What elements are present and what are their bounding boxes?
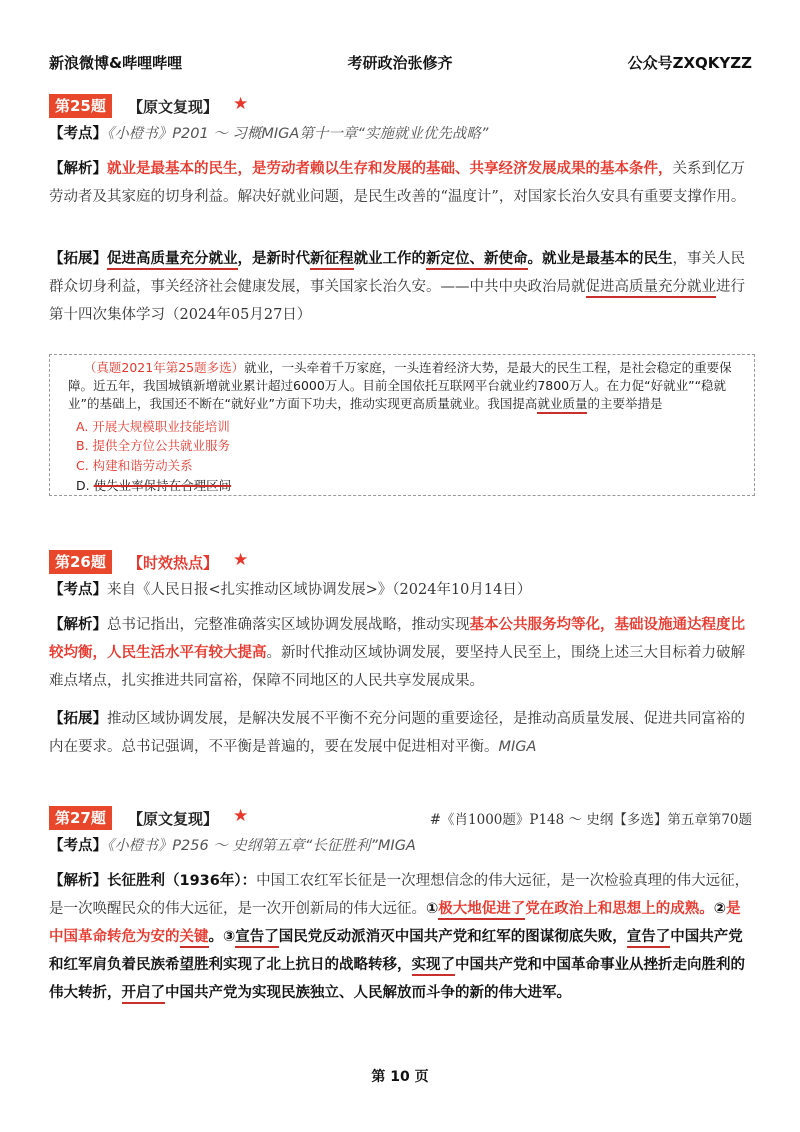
- tuozhan-text: ，事关人民群众切身利益，事关经济社会健康发展，事关国家长治久安。——中共中央政治局就: [49, 251, 745, 295]
- tuozhan-bold: 。就业是最基本的民生: [527, 251, 673, 267]
- jiexi-text: 。新时代推动区域协调发展，要坚持人民至上，围绕上述三大目标着力破解难点堵点，扎实推进共同富裕，保障不同地区的人民共享发展成果。: [49, 645, 745, 689]
- option-c: C. 构建和谐劳动关系: [76, 458, 193, 473]
- star-icon: ★: [233, 550, 249, 570]
- kaodian-text: 《小橙书》P201 ～ 习概MIGA第十一章“实施就业优先战略”: [107, 126, 489, 142]
- jiexi-underline: 宣告了: [627, 929, 671, 948]
- option-d-prefix: D.: [76, 478, 90, 493]
- jiexi-circled-1: ①: [426, 901, 439, 917]
- option-b: B. 提供全方位公共就业服务: [76, 438, 231, 453]
- jiexi-highlight: 基本公共服务均等化，基础设施通达程度比较均衡，人民生活水平有较大提高: [49, 617, 745, 661]
- kaodian-27: [49, 832, 755, 860]
- question-type-25: 【原文复现】: [128, 98, 219, 116]
- jiexi-text: 中国工农红军长征是一次理想信念的伟大远征，是一次检验真理的伟大远征，是一次唤醒民众的伟大远征，是一次开创新局的伟大远征。: [49, 873, 750, 917]
- tuozhan-26: [49, 705, 755, 761]
- question-type-27: 【原文复现】: [128, 810, 219, 828]
- jiexi-highlight-underline: 促进了: [482, 901, 526, 920]
- star-icon: ★: [233, 806, 249, 826]
- jiexi-underline: 开启了: [122, 985, 166, 1004]
- tuozhan-label: 【拓展】: [49, 711, 107, 727]
- jiexi-bold: 国民党反动派消灭中国共产党和红军的图谋彻底失败，: [278, 929, 627, 945]
- jiexi-bold: 长征胜利（1936年）: [107, 873, 242, 889]
- jiexi-highlight: 就业是最基本的民生，是劳动者赖以生存和发展的基础、共享经济发展成果的基本条件，: [107, 161, 673, 177]
- question-badge-25: 第25题: [49, 94, 112, 118]
- jiexi-label: 【解析】: [49, 873, 107, 889]
- kaodian-26: [49, 576, 755, 604]
- exam-underline: 就业质量: [537, 396, 587, 414]
- tuozhan-italic: MIGA: [498, 739, 537, 755]
- jiexi-underline: 实现了: [412, 957, 456, 976]
- jiexi-highlight: 是中国革命转危为安的: [49, 901, 741, 945]
- jiexi-text: 关系到亿万劳动者及其家庭的切身利益。解决好就业问题，是民生改善的“温度计”，对国家长治久安具有重要支撑作用。: [49, 161, 746, 205]
- reference-note: #《肖1000题》P148 ～ 史纲【多选】第五章第70题: [429, 812, 752, 828]
- page-number: 第 10 页: [371, 1069, 429, 1085]
- jiexi-bold: 中国共产党和红军肩负着民族希望胜利实现了北上抗日的战略转移，: [49, 929, 743, 973]
- exam-source: （真题2021年第25题多选）: [83, 360, 245, 375]
- tuozhan-underline: 新定位、新使命: [426, 251, 528, 270]
- kaodian-text: 《小橙书》P256 ～ 史纲第五章“长征胜利”MIGA: [107, 838, 416, 854]
- kaodian-text: 来自《人民日报<扎实推动区域协调发展>》（2024年10月14日）: [107, 582, 532, 598]
- jiexi-bold: 中国共产党和中国革命事业从挫折走向胜利的伟大转折，: [49, 957, 745, 1001]
- jiexi-underline: 宣告了: [235, 929, 279, 948]
- question-badge-26: 第26题: [49, 550, 112, 574]
- tuozhan-underline: 新征程: [310, 251, 354, 270]
- header-center: 考研政治张修齐: [347, 54, 453, 72]
- kaodian-25: [49, 120, 755, 148]
- exam-text: 就业，一头牵着千万家庭，一头连着经济大势，是最大的民生工程，是社会稳定的重要保障。近五年，我国城镇新增就业累计超过6000万人。目前全国依托互联网平台就业约7800万人。在力促“好就业”“稳就业”的基础上，我国还不断在“就好业”方面下功夫，推动实现更高质量就业。我国提高: [68, 360, 732, 411]
- jiexi-text: 总书记指出，完整准确落实区域协调发展战略，推动实现: [107, 617, 470, 633]
- jiexi-bold: 中国共产党为实现民族独立、人民解放而斗争的新的伟大进军。: [165, 985, 571, 1001]
- tuozhan-underline: 促进高质量充分就业: [586, 279, 717, 298]
- kaodian-label: 【考点】: [49, 838, 107, 854]
- tuozhan-text: 进行第十四次集体学习（2024年05月27日）: [49, 279, 745, 323]
- jiexi-27: [49, 867, 755, 1007]
- option-d: [76, 476, 231, 494]
- header-left: 新浪微博&哔哩哔哩: [49, 54, 183, 72]
- tuozhan-underline: 促进高质量充分就业: [107, 251, 238, 270]
- jiexi-label: 【解析】: [49, 617, 107, 633]
- jiexi-highlight: 党在政治上和思想上的成熟。: [525, 901, 714, 917]
- tuozhan-text: 推动区域协调发展，是解决发展不平衡不充分问题的重要途径，是推动高质量发展、促进共同富裕的内在要求。总书记强调，不平衡是普遍的，要在发展中促进相对平衡。: [49, 711, 745, 755]
- tuozhan-label: 【拓展】: [49, 251, 107, 267]
- header-right: 公众号ZXQKYZZ: [627, 54, 752, 72]
- kaodian-label: 【考点】: [49, 582, 107, 598]
- jiexi-circled-3: 。③: [208, 929, 236, 945]
- option-d-text: 使失业率保持在合理区间: [93, 478, 232, 493]
- exam-text: 的主要举措是: [587, 396, 663, 411]
- jiexi-highlight-underline: 关键: [180, 929, 209, 948]
- question-type-26: 【时效热点】: [128, 554, 219, 572]
- jiexi-26: [49, 611, 755, 695]
- jiexi-highlight-underline: 极大地: [438, 901, 482, 920]
- question-badge-27: 第27题: [49, 806, 112, 830]
- star-icon: ★: [233, 94, 249, 114]
- exam-question-box: [49, 354, 755, 496]
- jiexi-colon: ：: [241, 873, 257, 889]
- tuozhan-bold: ，是新时代: [237, 251, 310, 267]
- tuozhan-bold: 就业工作的: [353, 251, 426, 267]
- jiexi-25: [49, 155, 755, 211]
- option-a: A. 开展大规模职业技能培训: [76, 419, 230, 434]
- kaodian-label: 【考点】: [49, 126, 107, 142]
- exam-question-stem: [68, 359, 744, 413]
- tuozhan-25: [49, 245, 755, 329]
- jiexi-circled-2: ②: [713, 901, 727, 917]
- jiexi-label: 【解析】: [49, 161, 107, 177]
